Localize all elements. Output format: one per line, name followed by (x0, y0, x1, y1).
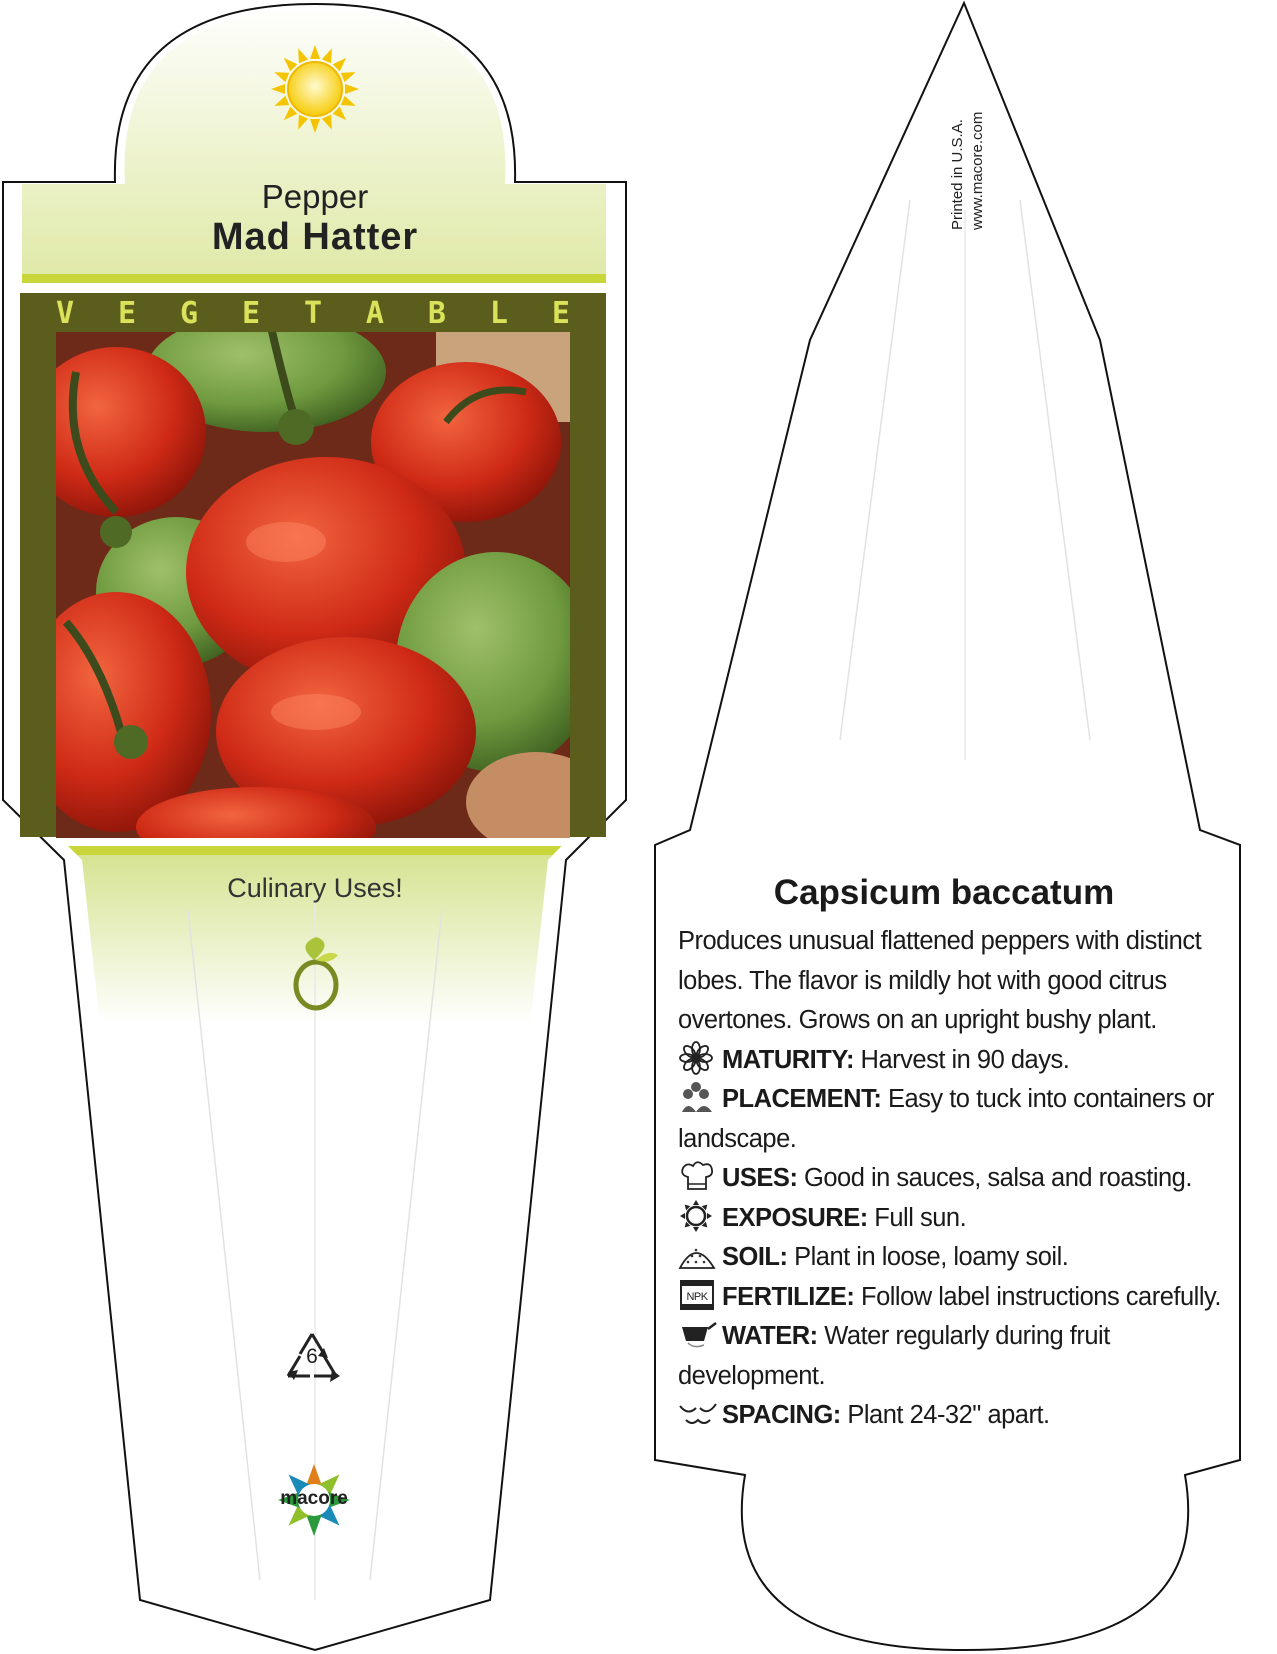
flower-icon (678, 1041, 718, 1075)
care-label: PLACEMENT: (722, 1085, 882, 1113)
care-text: Harvest in 90 days. (860, 1045, 1070, 1074)
care-label: MATURITY: (722, 1045, 854, 1074)
category-letter: E (117, 296, 137, 331)
care-instructions (678, 922, 1256, 1436)
care-label: USES: (722, 1164, 798, 1192)
care-placement (678, 1080, 1256, 1159)
description: Produces unusual flattened peppers with distinct lobes. The flavor is mildly hot with good citrus overtones. Grows on an upright bushy plant. (678, 927, 1202, 1034)
culinary-leaf-icon (286, 935, 346, 1015)
care-exposure (678, 1199, 1256, 1239)
care-text: Follow label instructions carefully. (861, 1282, 1221, 1311)
botanical-name: Capsicum baccatum (773, 873, 1115, 912)
category-letter: L (489, 296, 508, 331)
care-text: Plant 24-32" apart. (847, 1401, 1050, 1429)
brand-wordmark: macore (280, 1488, 348, 1509)
category-letter: E (241, 296, 261, 331)
printer-url: www.macore.com (969, 111, 986, 230)
care-label: SPACING: (722, 1401, 841, 1429)
variety-name: Mad Hatter (211, 216, 419, 258)
care-label: EXPOSURE: (722, 1203, 868, 1232)
care-soil (678, 1238, 1256, 1278)
category-banner (20, 296, 606, 332)
care-label: FERTILIZE: (722, 1282, 855, 1311)
pepper-photo (56, 332, 570, 838)
category-letter: E (551, 296, 570, 331)
watering-can-icon (678, 1317, 718, 1351)
sun-icon (678, 1199, 718, 1233)
chef-hat-icon (678, 1159, 718, 1193)
printer-credit (948, 60, 988, 230)
category-letter: T (303, 296, 322, 331)
care-fertilize (678, 1278, 1256, 1318)
sun-icon (270, 44, 360, 134)
care-water (678, 1317, 1256, 1396)
category-letter: A (365, 296, 384, 331)
soil-pile-icon (678, 1238, 718, 1272)
care-text: Water regularly during fruit development. (678, 1322, 1110, 1390)
npk-label: NPK (686, 1290, 708, 1303)
care-label: WATER: (722, 1322, 818, 1350)
care-maturity (678, 1041, 1256, 1081)
care-text: Good in sauces, salsa and roasting. (804, 1164, 1192, 1192)
flower-bed-icon (678, 1080, 718, 1114)
spacing-arrows-icon (678, 1396, 718, 1430)
care-label: SOIL: (722, 1243, 788, 1271)
care-text: Plant in loose, loamy soil. (794, 1243, 1069, 1271)
npk-fertilizer-icon (678, 1278, 718, 1312)
common-name: Pepper (261, 178, 369, 215)
care-spacing (678, 1396, 1256, 1436)
care-uses (678, 1159, 1256, 1199)
category-letter: G (179, 296, 199, 331)
feature-callout: Culinary Uses! (227, 873, 403, 903)
care-text: Full sun. (874, 1203, 967, 1232)
category-letter: V (56, 296, 75, 331)
printed-in: Printed in U.S.A. (949, 119, 966, 230)
care-text: Easy to tuck into containers or landscape. (678, 1085, 1215, 1153)
recycle-code: 6 (306, 1345, 318, 1368)
category-letter: B (427, 296, 446, 331)
